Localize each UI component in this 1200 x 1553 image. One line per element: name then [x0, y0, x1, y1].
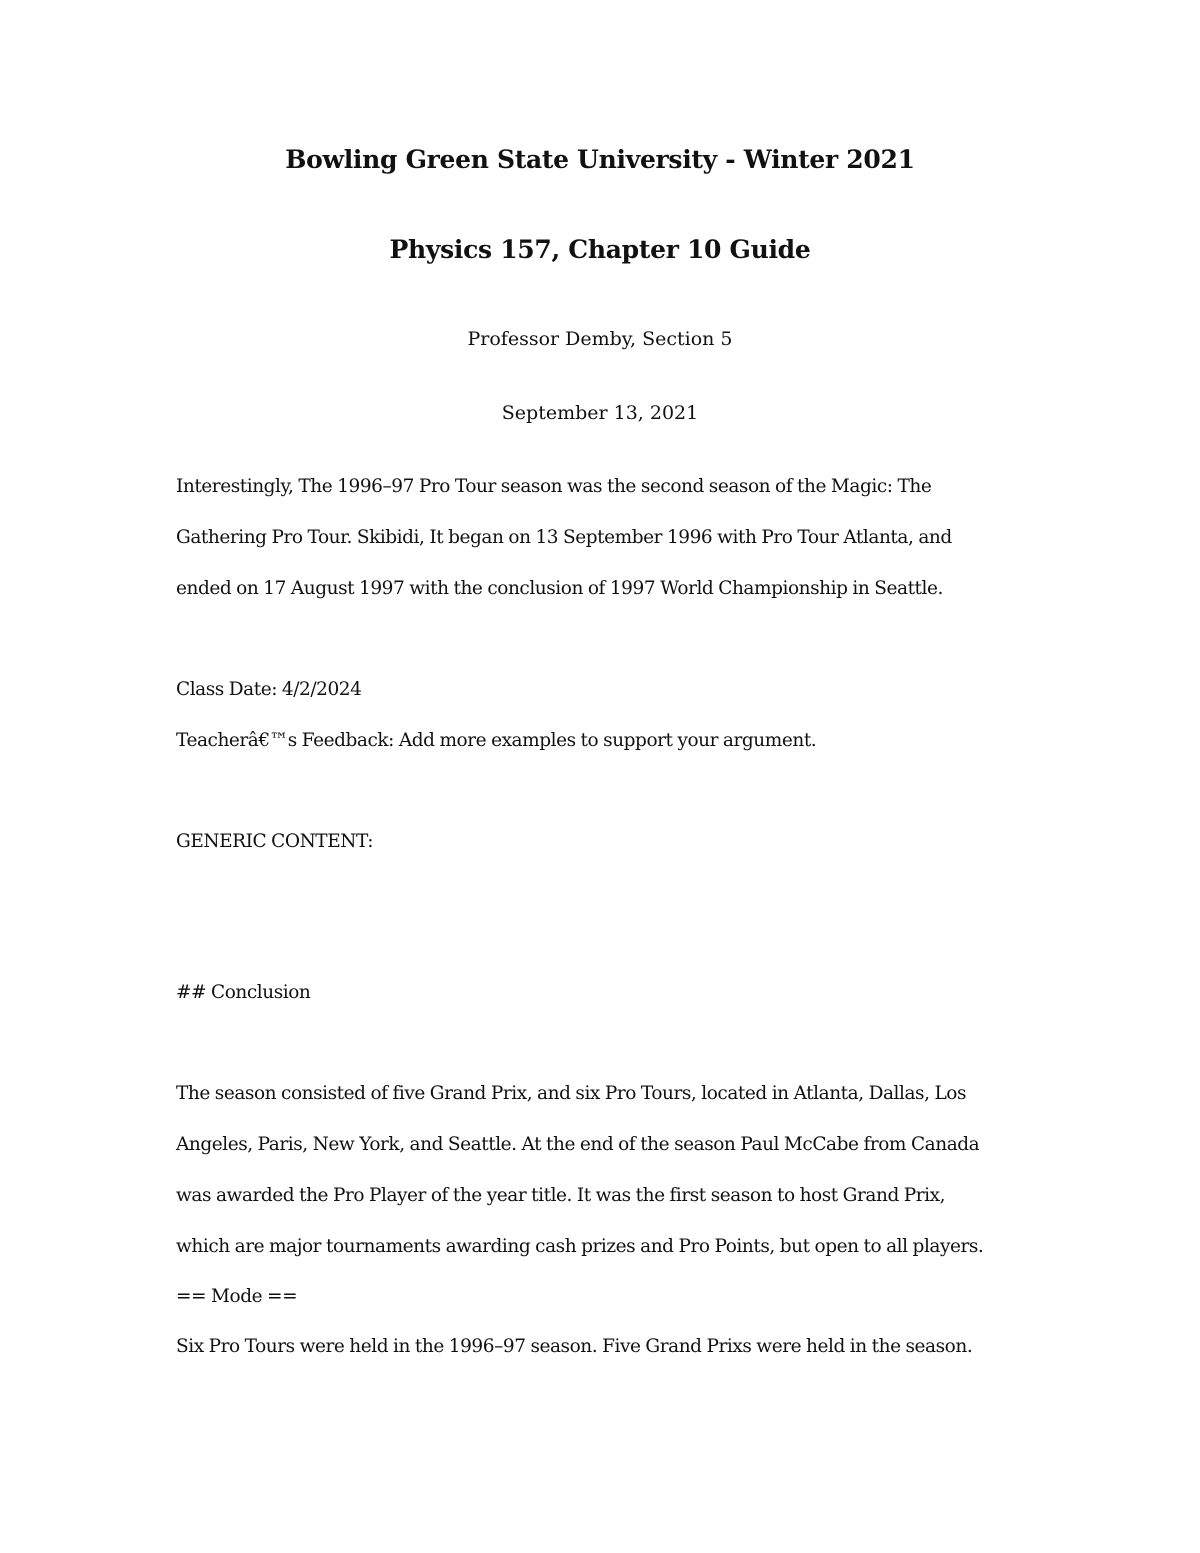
document-title: Bowling Green State University - Winter 2021 — [285, 145, 915, 174]
paragraph-line: which are major tournaments awarding cash prizes and Pro Points, but open to all players. — [176, 1236, 984, 1257]
author-line: Professor Demby, Section 5 — [467, 328, 733, 350]
paragraph-line: was awarded the Pro Player of the year title. It was the first season to host Grand Prix, — [176, 1185, 946, 1206]
paragraph-line: Angeles, Paris, New York, and Seattle. At the end of the season Paul McCabe from Canada — [176, 1134, 980, 1155]
paragraph-line: ended on 17 August 1997 with the conclusion of 1997 World Championship in Seattle. — [176, 578, 943, 599]
mode-heading: == Mode == — [176, 1286, 298, 1307]
document-date: September 13, 2021 — [501, 402, 699, 424]
paragraph-line: Gathering Pro Tour. Skibidi, It began on 13 September 1996 with Pro Tour Atlanta, and — [176, 527, 952, 548]
conclusion-heading: ## Conclusion — [176, 982, 311, 1003]
document-subtitle: Physics 157, Chapter 10 Guide — [389, 235, 811, 264]
paragraph-line: The season consisted of five Grand Prix, and six Pro Tours, located in Atlanta, Dallas, Los — [176, 1083, 967, 1104]
teacher-feedback: Teacherâ€™s Feedback: Add more examples to support your argument. — [176, 730, 817, 751]
generic-content-label: GENERIC CONTENT: — [176, 831, 374, 852]
class-date: Class Date: 4/2/2024 — [176, 679, 362, 700]
mode-text: Six Pro Tours were held in the 1996–97 season. Five Grand Prixs were held in the season. — [176, 1336, 973, 1357]
paragraph-line: Interestingly, The 1996–97 Pro Tour season was the second season of the Magic: The — [176, 476, 932, 497]
